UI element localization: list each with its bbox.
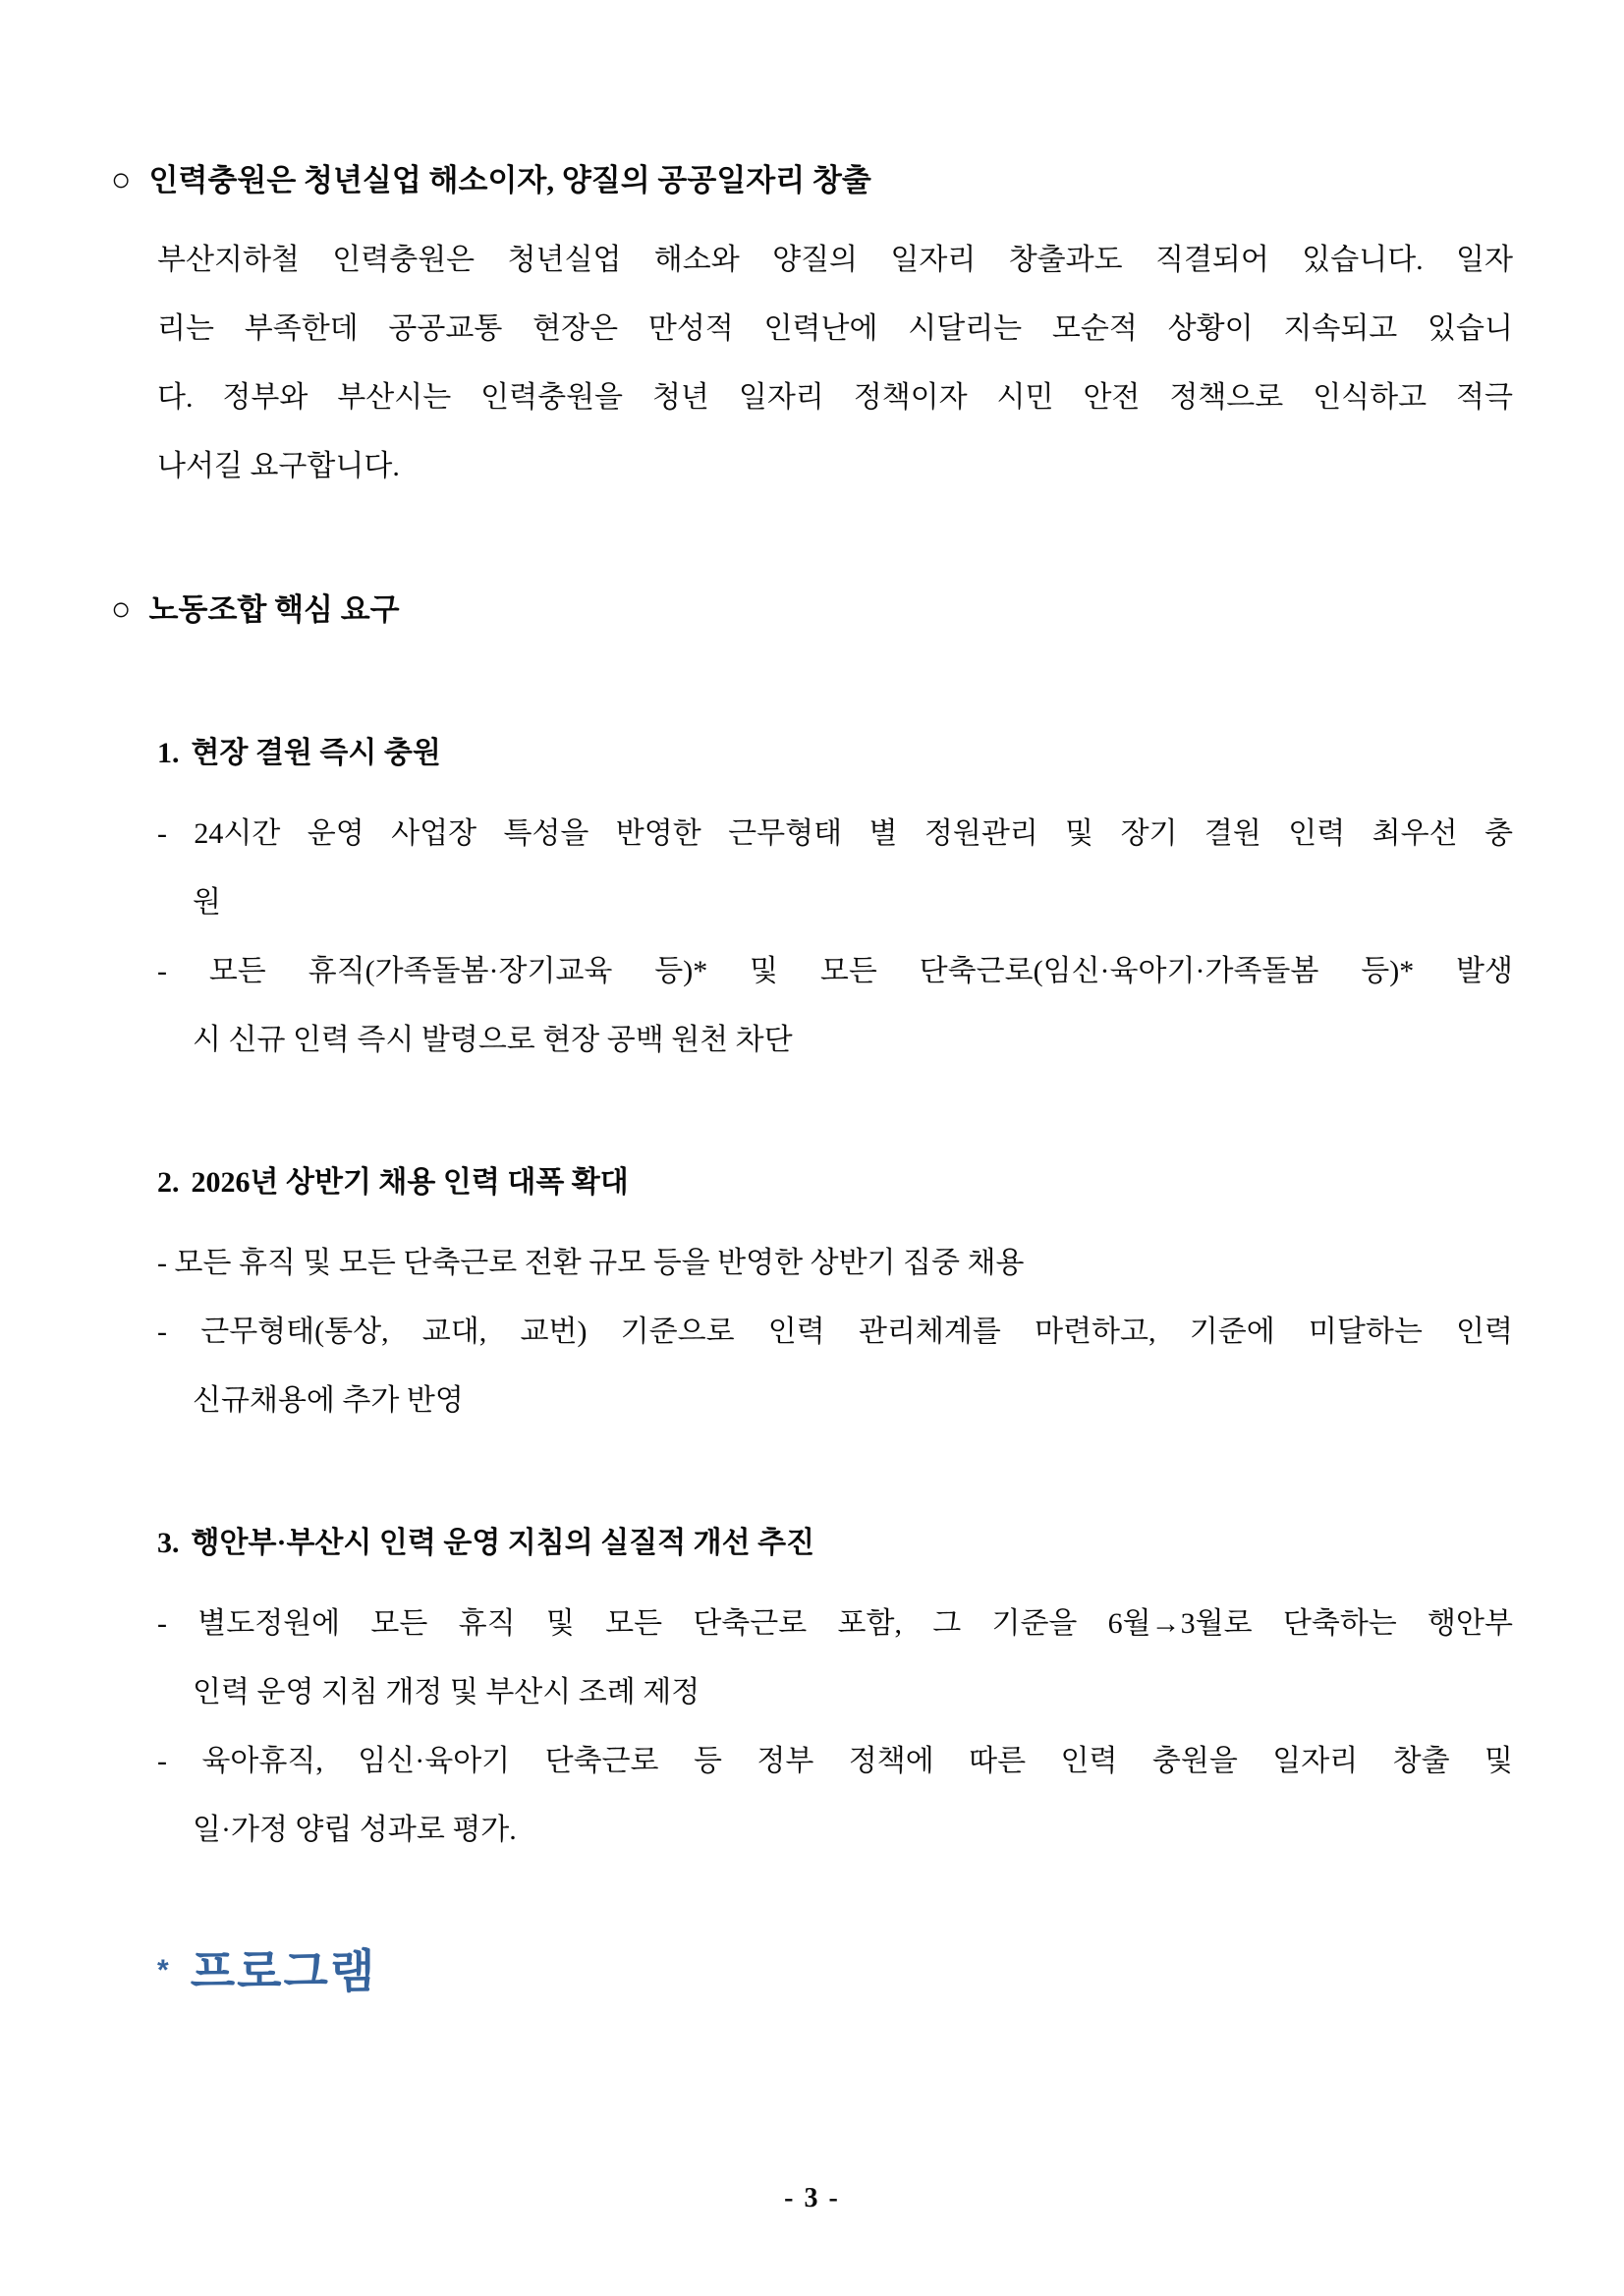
program-label: 프로그램	[190, 1945, 377, 1997]
intro-paragraph	[157, 226, 1513, 501]
subsection-1-bullets	[157, 800, 1513, 1075]
bullet-line: - 모든 휴직(가족돌봄·장기교육 등)* 및 모든 단축근로(임신·육아기·가족돌봄 등)* 발생	[157, 955, 1513, 987]
subsection-2-bullets	[157, 1229, 1513, 1435]
section-title: 인력충원은 청년실업 해소이자, 양질의 공공일자리 창출	[148, 163, 871, 197]
bullet-line: - 육아휴직, 임신·육아기 단축근로 등 정부 정책에 따른 인력 충원을 일자리 창출 및	[157, 1745, 1513, 1777]
bullet-line-continuation: 인력 운영 지침 개정 및 부산시 조례 제정	[193, 1676, 700, 1708]
paragraph-line: 나서길 요구합니다.	[157, 450, 400, 482]
subsection-heading-2	[157, 1148, 1513, 1217]
section-heading-union-demands	[111, 575, 1513, 645]
paragraph-line: 부산지하철 인력충원은 청년실업 해소와 양질의 일자리 창출과도 직결되어 있습니다. 일자	[157, 244, 1513, 276]
section-heading-jobs	[111, 145, 1513, 216]
bullet-line-continuation: 일·가정 양립 성과로 평가.	[193, 1814, 517, 1846]
bullet-line-continuation: 신규채용에 추가 반영	[193, 1384, 464, 1417]
circle-bullet-icon: ○	[111, 162, 132, 198]
subsection-heading-1	[157, 719, 1513, 788]
subsection-3-bullets	[157, 1590, 1513, 1865]
paragraph-line: 다. 정부와 부산시는 인력충원을 청년 일자리 정책이자 시민 안전 정책으로 인식하고 적극	[157, 381, 1513, 414]
bullet-line: - 근무형태(통상, 교대, 교번) 기준으로 인력 관리체계를 마련하고, 기준에 미달하는 인력	[157, 1316, 1513, 1348]
asterisk-marker-icon: *	[157, 1954, 169, 1987]
subsection-number: 3.	[157, 1527, 180, 1559]
subsection-heading-3	[157, 1509, 1513, 1578]
page-number: - 3 -	[784, 2183, 840, 2213]
program-footnote	[157, 1933, 1513, 2020]
bullet-line-continuation: 시 신규 인력 즉시 발령으로 현장 공백 원천 차단	[193, 1024, 793, 1056]
subsection-title: 행안부·부산시 인력 운영 지침의 실질적 개선 추진	[191, 1527, 815, 1559]
bullet-line: - 24시간 운영 사업장 특성을 반영한 근무형태 별 정원관리 및 장기 결원 인력 최우선 충	[157, 817, 1513, 850]
bullet-line: - 모든 휴직 및 모든 단축근로 전환 규모 등을 반영한 상반기 집중 채용	[157, 1247, 1025, 1279]
section-title: 노동조합 핵심 요구	[148, 592, 400, 627]
subsection-number: 1.	[157, 737, 180, 769]
bullet-line-continuation: 원	[193, 886, 221, 919]
subsection-number: 2.	[157, 1166, 180, 1199]
subsection-title: 현장 결원 즉시 충원	[191, 737, 441, 769]
subsection-title: 2026년 상반기 채용 인력 대폭 확대	[191, 1166, 629, 1199]
paragraph-line: 리는 부족한데 공공교통 현장은 만성적 인력난에 시달리는 모순적 상황이 지속되고 있습니	[157, 312, 1513, 345]
circle-bullet-icon: ○	[111, 591, 132, 628]
bullet-line: - 별도정원에 모든 휴직 및 모든 단축근로 포함, 그 기준을 6월→3월로 단축하는 행안부	[157, 1607, 1513, 1640]
